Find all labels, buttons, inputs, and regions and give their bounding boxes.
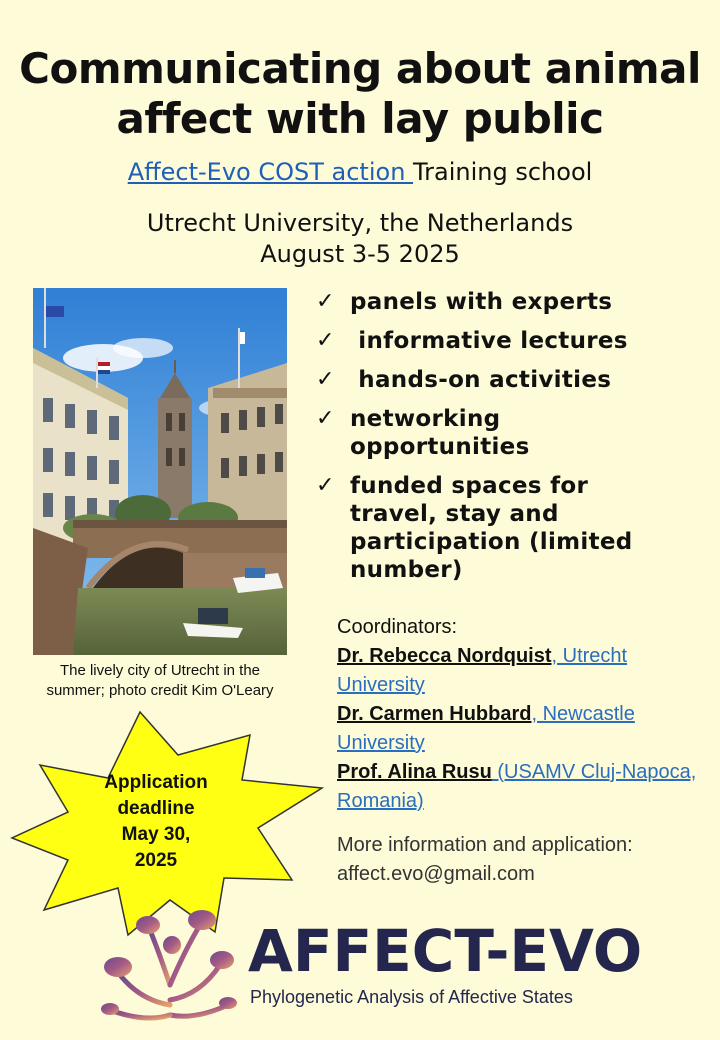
title-line-2: affect with lay public xyxy=(116,94,604,143)
title-line-1: Communicating about animal xyxy=(19,44,701,93)
brand-tagline: Phylogenetic Analysis of Affective States xyxy=(250,987,573,1007)
venue-place: Utrecht University, the Netherlands xyxy=(146,209,574,237)
feature-text: networking opportunities xyxy=(350,406,530,460)
list-item xyxy=(316,327,716,355)
deadline-line-2: deadline xyxy=(117,798,195,819)
coordinator-name: Prof. Alina Rusu xyxy=(337,761,492,783)
check-icon: ✓ xyxy=(316,328,335,353)
more-info-label: More information and application: xyxy=(337,834,633,856)
affect-evo-logo-icon xyxy=(100,905,240,1033)
list-item xyxy=(316,366,716,394)
venue xyxy=(0,208,720,270)
coordinator-affiliation-link[interactable]: , Utrecht University xyxy=(337,645,628,696)
list-item xyxy=(316,288,716,316)
brand-name: AFFECT-EVO xyxy=(248,917,643,985)
deadline-line-4: 2025 xyxy=(134,850,178,871)
more-info xyxy=(337,831,707,889)
feature-text: funded spaces for travel, stay and participation (limited number) xyxy=(350,473,633,583)
list-item xyxy=(316,472,716,584)
contact-email[interactable]: affect.evo@gmail.com xyxy=(337,863,535,885)
coordinator-affiliation-link[interactable]: , Newcastle University xyxy=(337,703,635,754)
list-item xyxy=(316,405,716,461)
coordinator-name: Dr. Carmen Hubbard xyxy=(337,703,532,725)
venue-dates: August 3-5 2025 xyxy=(260,240,460,268)
coordinator-affiliation-link[interactable]: (USAMV Cluj-Napoca, Romania) xyxy=(337,761,697,812)
subtitle-rest: Training school xyxy=(413,158,593,186)
coordinator-entry xyxy=(337,642,707,700)
poster-title xyxy=(0,44,720,144)
subtitle xyxy=(0,157,720,187)
coordinators xyxy=(337,613,707,816)
feature-text: informative lectures xyxy=(350,328,628,354)
photo-caption xyxy=(20,661,300,701)
check-icon: ✓ xyxy=(316,473,335,498)
coordinators-heading: Coordinators: xyxy=(337,616,458,638)
feature-text: hands-on activities xyxy=(350,367,612,393)
coordinator-name: Dr. Rebecca Nordquist xyxy=(337,645,552,667)
check-icon: ✓ xyxy=(316,367,335,392)
deadline-line-1: Application xyxy=(104,772,208,793)
affect-evo-link[interactable]: Affect-Evo COST action xyxy=(127,158,414,186)
deadline-text xyxy=(85,770,227,874)
caption-line-2: summer; photo credit Kim O'Leary xyxy=(46,682,274,699)
coordinator-entry xyxy=(337,700,707,758)
feature-text: panels with experts xyxy=(350,289,613,315)
utrecht-photo xyxy=(33,288,287,655)
feature-list xyxy=(316,288,716,595)
deadline-line-3: May 30, xyxy=(121,824,191,845)
check-icon: ✓ xyxy=(316,406,335,431)
check-icon: ✓ xyxy=(316,289,335,314)
caption-line-1: The lively city of Utrecht in the xyxy=(59,662,261,679)
coordinator-entry xyxy=(337,758,707,816)
